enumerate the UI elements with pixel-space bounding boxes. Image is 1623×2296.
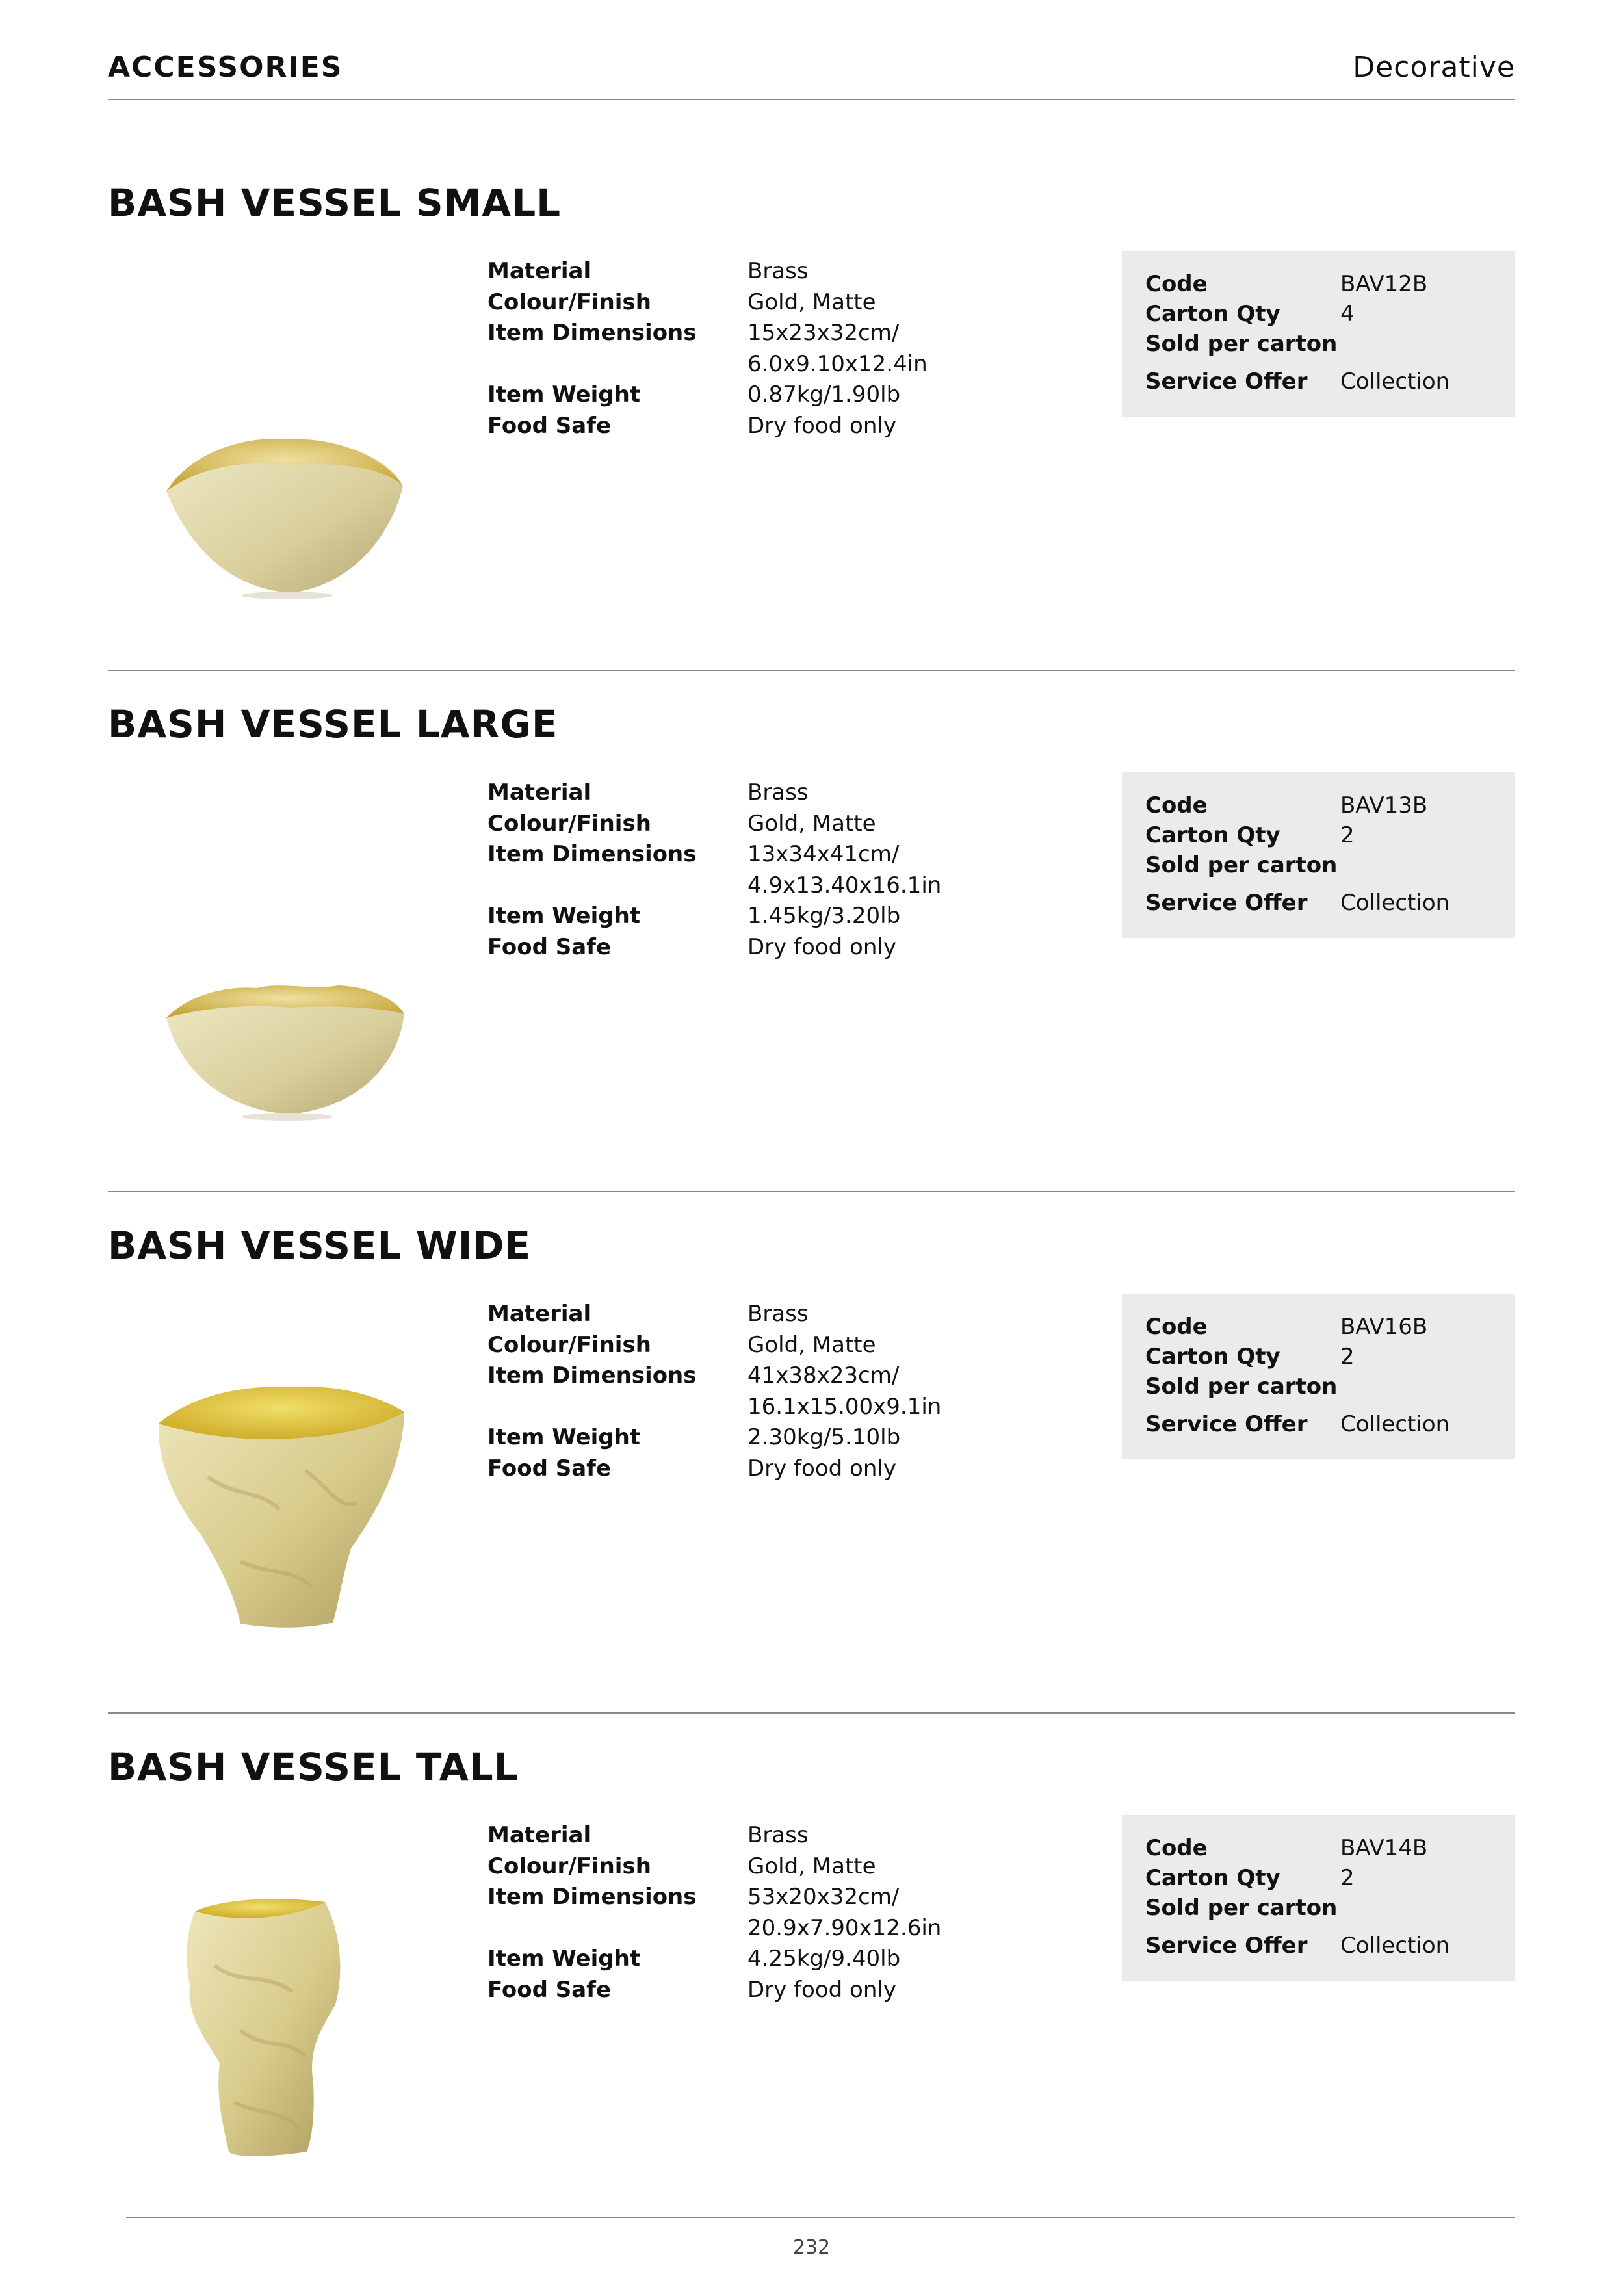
box-row-sold-per-carton bbox=[1145, 329, 1515, 359]
spec-value: Gold, Matte bbox=[747, 1853, 876, 1879]
product-code: BAV13B bbox=[1340, 792, 1428, 818]
box-label: Code bbox=[1145, 271, 1208, 297]
box-row-carton-qty bbox=[1145, 1863, 1515, 1893]
box-label: Code bbox=[1145, 792, 1208, 818]
page-number: 232 bbox=[792, 2236, 831, 2259]
spec-row-food-safe bbox=[487, 1454, 941, 1485]
box-label: Sold per carton bbox=[1145, 1895, 1338, 1921]
brass-bowl-large-icon bbox=[143, 793, 422, 1131]
box-label: Carton Qty bbox=[1145, 301, 1280, 327]
spec-label: Item Weight bbox=[487, 1946, 641, 1972]
box-row-service-offer bbox=[1145, 1931, 1515, 1961]
box-row-sold-per-carton bbox=[1145, 1372, 1515, 1402]
spec-row-weight bbox=[487, 1422, 941, 1454]
spec-list bbox=[487, 1820, 941, 2005]
dimensions-cm: 15x23x32cm/ bbox=[747, 320, 900, 346]
box-label: Carton Qty bbox=[1145, 1344, 1280, 1370]
box-label: Sold per carton bbox=[1145, 852, 1338, 878]
box-row-sold-per-carton bbox=[1145, 1893, 1515, 1923]
box-row-code bbox=[1145, 269, 1515, 299]
section-category: ACCESSORIES bbox=[108, 51, 343, 84]
brass-vessel-tall-icon bbox=[143, 1836, 422, 2174]
spec-value: 0.87kg/1.90lb bbox=[747, 382, 901, 408]
product-title: BASH VESSEL WIDE bbox=[108, 1223, 532, 1268]
spec-value bbox=[747, 839, 941, 901]
service-offer-value: Collection bbox=[1340, 890, 1450, 916]
spec-label: Colour/Finish bbox=[487, 1853, 651, 1879]
spec-value bbox=[747, 1882, 941, 1944]
spec-label: Item Dimensions bbox=[487, 1884, 697, 1910]
spec-row-weight bbox=[487, 380, 928, 411]
spec-value: Dry food only bbox=[747, 1455, 896, 1481]
service-offer-value: Collection bbox=[1340, 1933, 1450, 1959]
order-info-box bbox=[1122, 1815, 1515, 1981]
product-code: BAV16B bbox=[1340, 1314, 1428, 1340]
spec-value: Brass bbox=[747, 1822, 809, 1848]
spec-label: Item Dimensions bbox=[487, 1363, 697, 1389]
dimensions-cm: 41x38x23cm/ bbox=[747, 1363, 900, 1389]
product-title: BASH VESSEL LARGE bbox=[108, 702, 558, 746]
spec-value: Dry food only bbox=[747, 1976, 896, 2003]
dimensions-cm: 13x34x41cm/ bbox=[747, 841, 900, 867]
spec-row-dimensions bbox=[487, 1361, 941, 1422]
spec-value: 2.30kg/5.10lb bbox=[747, 1424, 901, 1450]
section-divider bbox=[108, 1712, 1515, 1714]
product-title: BASH VESSEL SMALL bbox=[108, 181, 562, 225]
spec-value bbox=[747, 1361, 941, 1422]
spec-row-material bbox=[487, 777, 941, 809]
spec-row-dimensions bbox=[487, 318, 928, 380]
order-info-box bbox=[1122, 251, 1515, 417]
spec-value: Brass bbox=[747, 779, 809, 805]
box-label: Service Offer bbox=[1145, 890, 1308, 916]
spec-row-dimensions bbox=[487, 1882, 941, 1944]
dimensions-in: 20.9x7.90x12.6in bbox=[747, 1914, 942, 1941]
spec-row-material bbox=[487, 1299, 941, 1330]
box-row-carton-qty bbox=[1145, 299, 1515, 329]
box-row-code bbox=[1145, 1312, 1515, 1342]
spec-value: 1.45kg/3.20lb bbox=[747, 903, 901, 929]
product-section bbox=[0, 1223, 1623, 1745]
dimensions-cm: 53x20x32cm/ bbox=[747, 1884, 900, 1910]
spec-label: Colour/Finish bbox=[487, 1331, 651, 1358]
brass-vessel-wide-icon bbox=[143, 1314, 422, 1652]
box-label: Sold per carton bbox=[1145, 1374, 1338, 1400]
order-info-box bbox=[1122, 772, 1515, 938]
box-label: Service Offer bbox=[1145, 369, 1308, 395]
spec-label: Material bbox=[487, 1301, 591, 1327]
box-row-service-offer bbox=[1145, 888, 1515, 918]
spec-list bbox=[487, 256, 928, 441]
box-label: Sold per carton bbox=[1145, 331, 1338, 357]
carton-qty-value: 2 bbox=[1340, 1865, 1355, 1891]
brass-bowl-small-icon bbox=[143, 272, 422, 610]
spec-row-weight bbox=[487, 901, 941, 932]
spec-row-food-safe bbox=[487, 411, 928, 442]
box-label: Code bbox=[1145, 1835, 1208, 1861]
spec-value: Gold, Matte bbox=[747, 810, 876, 837]
spec-row-material bbox=[487, 256, 928, 287]
spec-row-food-safe bbox=[487, 1975, 941, 2006]
header-divider bbox=[108, 99, 1515, 100]
spec-row-weight bbox=[487, 1944, 941, 1975]
box-row-code bbox=[1145, 1833, 1515, 1863]
section-divider bbox=[108, 1191, 1515, 1192]
order-info-box bbox=[1122, 1294, 1515, 1459]
section-divider bbox=[108, 670, 1515, 671]
spec-label: Food Safe bbox=[487, 933, 612, 960]
spec-list bbox=[487, 777, 941, 963]
spec-label: Material bbox=[487, 258, 591, 284]
service-offer-value: Collection bbox=[1340, 1411, 1450, 1437]
spec-value: Dry food only bbox=[747, 412, 896, 439]
spec-value: Gold, Matte bbox=[747, 1331, 876, 1358]
spec-value: Brass bbox=[747, 1301, 809, 1327]
spec-label: Material bbox=[487, 779, 591, 805]
spec-row-colour-finish bbox=[487, 809, 941, 840]
box-row-sold-per-carton bbox=[1145, 850, 1515, 880]
spec-row-material bbox=[487, 1820, 941, 1851]
service-offer-value: Collection bbox=[1340, 369, 1450, 395]
spec-label: Item Weight bbox=[487, 382, 641, 408]
box-row-carton-qty bbox=[1145, 820, 1515, 850]
box-label: Service Offer bbox=[1145, 1411, 1308, 1437]
spec-row-food-safe bbox=[487, 932, 941, 963]
spec-label: Food Safe bbox=[487, 1455, 612, 1481]
product-section bbox=[0, 702, 1623, 1223]
box-row-code bbox=[1145, 790, 1515, 820]
spec-label: Item Dimensions bbox=[487, 841, 697, 867]
spec-label: Colour/Finish bbox=[487, 810, 651, 837]
product-title: BASH VESSEL TALL bbox=[108, 1745, 519, 1789]
spec-label: Food Safe bbox=[487, 412, 612, 439]
box-label: Service Offer bbox=[1145, 1933, 1308, 1959]
spec-list bbox=[487, 1299, 941, 1484]
spec-value: Gold, Matte bbox=[747, 289, 876, 315]
box-row-service-offer bbox=[1145, 367, 1515, 397]
box-label: Carton Qty bbox=[1145, 822, 1280, 848]
spec-label: Item Dimensions bbox=[487, 320, 697, 346]
box-label: Code bbox=[1145, 1314, 1208, 1340]
spec-row-colour-finish bbox=[487, 1330, 941, 1361]
dimensions-in: 16.1x15.00x9.1in bbox=[747, 1393, 942, 1420]
spec-label: Colour/Finish bbox=[487, 289, 651, 315]
dimensions-in: 6.0x9.10x12.4in bbox=[747, 350, 928, 377]
carton-qty-value: 2 bbox=[1340, 1344, 1355, 1370]
spec-row-dimensions bbox=[487, 839, 941, 901]
spec-row-colour-finish bbox=[487, 1851, 941, 1883]
box-label: Carton Qty bbox=[1145, 1865, 1280, 1891]
spec-value: 4.25kg/9.40lb bbox=[747, 1946, 901, 1972]
carton-qty-value: 4 bbox=[1340, 301, 1355, 327]
spec-label: Item Weight bbox=[487, 1424, 641, 1450]
footer-divider bbox=[126, 2217, 1515, 2218]
carton-qty-value: 2 bbox=[1340, 822, 1355, 848]
spec-label: Item Weight bbox=[487, 903, 641, 929]
spec-value: Brass bbox=[747, 258, 809, 284]
spec-row-colour-finish bbox=[487, 287, 928, 319]
box-row-carton-qty bbox=[1145, 1342, 1515, 1372]
section-subcategory: Decorative bbox=[1353, 51, 1515, 84]
dimensions-in: 4.9x13.40x16.1in bbox=[747, 872, 942, 898]
product-code: BAV12B bbox=[1340, 271, 1428, 297]
product-code: BAV14B bbox=[1340, 1835, 1428, 1861]
spec-value bbox=[747, 318, 928, 380]
spec-label: Material bbox=[487, 1822, 591, 1848]
spec-value: Dry food only bbox=[747, 933, 896, 960]
box-row-service-offer bbox=[1145, 1409, 1515, 1439]
product-section bbox=[0, 1745, 1623, 2266]
spec-label: Food Safe bbox=[487, 1976, 612, 2003]
product-section bbox=[0, 181, 1623, 702]
